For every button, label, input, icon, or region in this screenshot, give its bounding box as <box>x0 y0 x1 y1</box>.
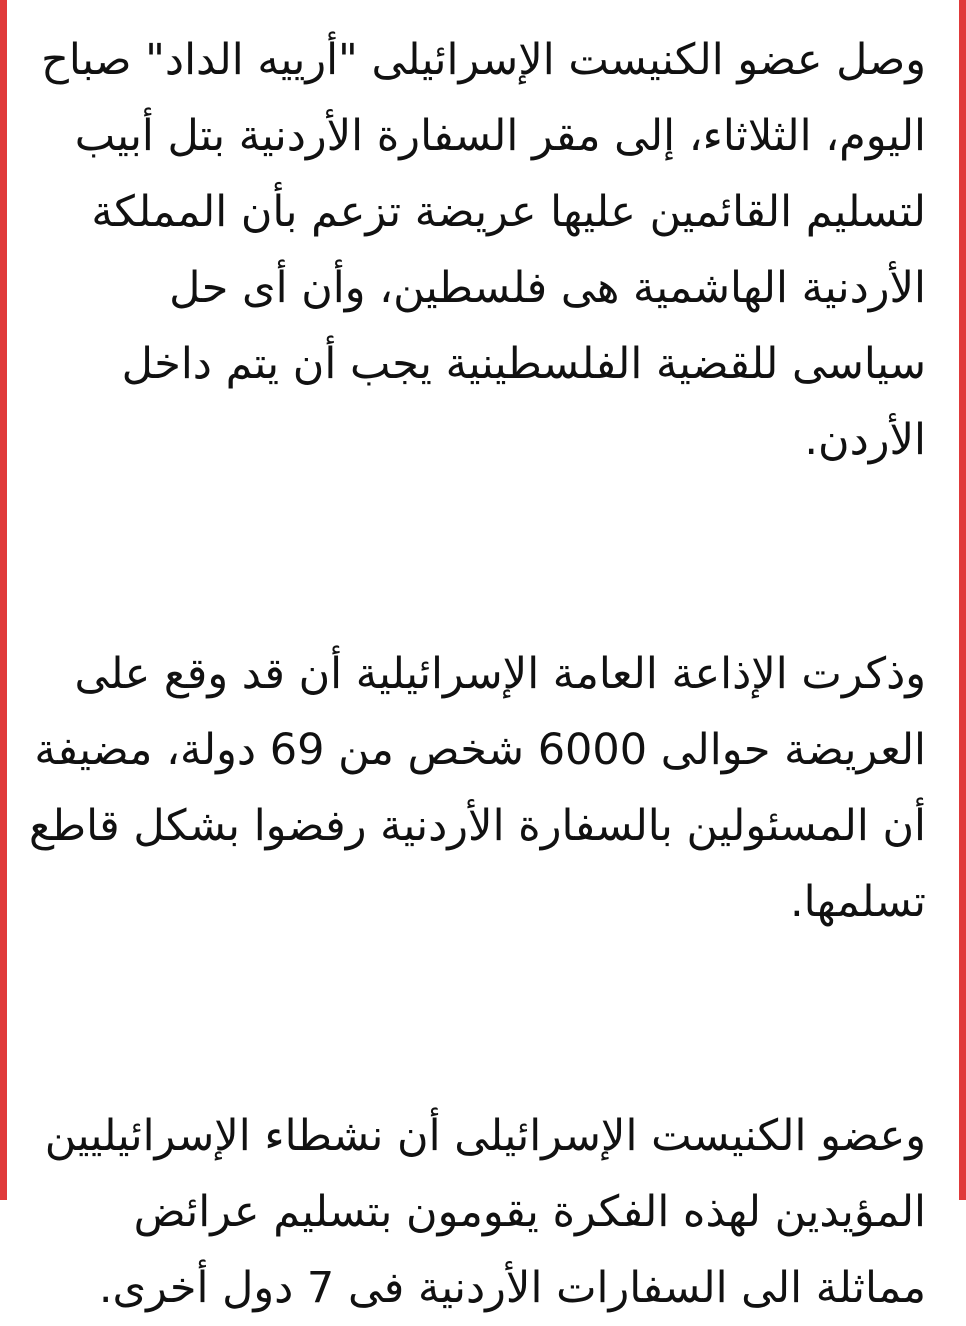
right-red-border <box>959 0 966 1200</box>
paragraph-line: العريضة حوالى 6000 شخص من 69 دولة، مضيفة <box>34 725 926 775</box>
paragraph-spacer <box>40 940 926 1098</box>
paragraph-line: أن المسئولين بالسفارة الأردنية رفضوا بشكل قاطع <box>28 801 926 851</box>
paragraph-line: سياسى للقضية الفلسطينية يجب أن يتم داخل <box>121 339 926 389</box>
paragraph-spacer <box>40 478 926 636</box>
paragraph-line: الأردنية الهاشمية هى فلسطين، وأن أى حل <box>169 263 926 313</box>
paragraph-line: لتسليم القائمين عليها عريضة تزعم بأن المملكة <box>91 187 926 237</box>
article-body <box>28 0 926 1326</box>
left-red-border <box>0 0 7 1200</box>
paragraph-line: وذكرت الإذاعة العامة الإسرائيلية أن قد وقع على <box>74 649 926 699</box>
paragraph-line: اليوم، الثلاثاء، إلى مقر السفارة الأردنية بتل أبيب <box>74 111 926 161</box>
paragraph-line: المؤيدين لهذه الفكرة يقومون بتسليم عرائض <box>133 1187 926 1237</box>
paragraph-line: وعضو الكنيست الإسرائيلى أن نشطاء الإسرائيليين <box>44 1111 926 1161</box>
paragraph-line: مماثلة الى السفارات الأردنية فى 7 دول أخرى. <box>98 1263 926 1313</box>
paragraph-2 <box>28 636 926 940</box>
paragraph-line: تسلمها. <box>789 877 926 927</box>
paragraph-line: الأردن. <box>804 415 926 465</box>
paragraph-line: وصل عضو الكنيست الإسرائيلى "أرييه الداد" صباح <box>41 35 926 85</box>
paragraph-3 <box>40 1098 926 1326</box>
paragraph-1 <box>40 0 926 478</box>
